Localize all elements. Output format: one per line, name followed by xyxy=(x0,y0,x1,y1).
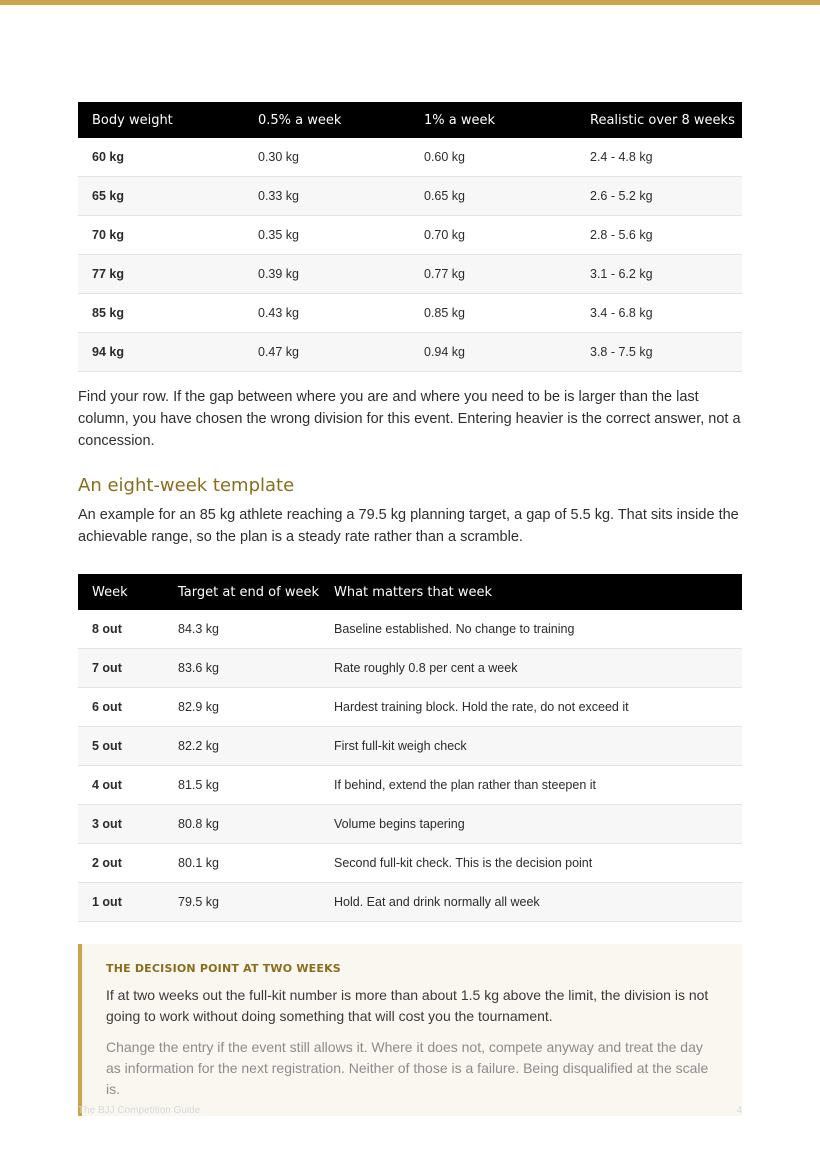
cell-half-percent: 0.33 kg xyxy=(244,177,410,216)
cell-target: 83.6 kg xyxy=(164,649,320,688)
table-row xyxy=(78,255,742,294)
table-header-row xyxy=(78,102,742,138)
cell-what-matters: Volume begins tapering xyxy=(320,805,742,844)
table-row xyxy=(78,766,742,805)
cell-week: 3 out xyxy=(78,805,164,844)
cell-one-percent: 0.85 kg xyxy=(410,294,576,333)
top-accent-bar xyxy=(0,0,820,5)
cell-body-weight: 85 kg xyxy=(78,294,244,333)
cell-target: 84.3 kg xyxy=(164,610,320,649)
example-paragraph: An example for an 85 kg athlete reaching a 79.5 kg planning target, a gap of 5.5 kg. That sits inside the achievable range, so the plan is a steady rate rather than a scramble. xyxy=(78,507,739,545)
cell-one-percent: 0.65 kg xyxy=(410,177,576,216)
table-row xyxy=(78,649,742,688)
table-row xyxy=(78,805,742,844)
header-half-percent: 0.5% a week xyxy=(244,102,410,138)
cell-what-matters: Baseline established. No change to training xyxy=(320,610,742,649)
header-what-matters: What matters that week xyxy=(320,574,742,610)
cell-target: 80.1 kg xyxy=(164,844,320,883)
cell-target: 79.5 kg xyxy=(164,883,320,922)
cell-realistic: 2.6 - 5.2 kg xyxy=(576,177,742,216)
table-row xyxy=(78,688,742,727)
cell-week: 1 out xyxy=(78,883,164,922)
cell-half-percent: 0.35 kg xyxy=(244,216,410,255)
cell-realistic: 3.8 - 7.5 kg xyxy=(576,333,742,372)
table-row xyxy=(78,138,742,177)
cell-week: 7 out xyxy=(78,649,164,688)
cell-what-matters: Hardest training block. Hold the rate, do not exceed it xyxy=(320,688,742,727)
cell-one-percent: 0.77 kg xyxy=(410,255,576,294)
section-heading: An eight-week template xyxy=(78,475,295,496)
cell-body-weight: 65 kg xyxy=(78,177,244,216)
cell-week: 8 out xyxy=(78,610,164,649)
cell-half-percent: 0.39 kg xyxy=(244,255,410,294)
table-row xyxy=(78,177,742,216)
cell-target: 81.5 kg xyxy=(164,766,320,805)
cell-realistic: 2.4 - 4.8 kg xyxy=(576,138,742,177)
cell-week: 4 out xyxy=(78,766,164,805)
cell-week: 2 out xyxy=(78,844,164,883)
cell-realistic: 2.8 - 5.6 kg xyxy=(576,216,742,255)
table-row xyxy=(78,883,742,922)
decision-point-callout xyxy=(78,944,742,1116)
cell-half-percent: 0.47 kg xyxy=(244,333,410,372)
cell-what-matters: Second full-kit check. This is the decision point xyxy=(320,844,742,883)
cell-half-percent: 0.30 kg xyxy=(244,138,410,177)
table-row xyxy=(78,610,742,649)
callout-title: THE DECISION POINT AT TWO WEEKS xyxy=(106,962,341,975)
footer-page-number: 4 xyxy=(736,1105,742,1116)
table-row xyxy=(78,294,742,333)
callout-paragraph-2: Change the entry if the event still allows it. Where it does not, compete anyway and treat the day as information for the next registration. Neither of those is a failure. Being disqualified at the scale is. xyxy=(106,1039,709,1097)
header-realistic: Realistic over 8 weeks xyxy=(576,102,742,138)
cell-realistic: 3.1 - 6.2 kg xyxy=(576,255,742,294)
cell-one-percent: 0.60 kg xyxy=(410,138,576,177)
find-your-row-paragraph: Find your row. If the gap between where you are and where you need to be is larger than the last column, you have chosen the wrong division for this event. Entering heavier is the correct answer, not a concession. xyxy=(78,389,741,449)
cell-week: 5 out xyxy=(78,727,164,766)
cell-half-percent: 0.43 kg xyxy=(244,294,410,333)
table-header-row xyxy=(78,574,742,610)
eight-week-template-table xyxy=(78,574,742,922)
weight-loss-rate-table xyxy=(78,102,742,372)
cell-what-matters: Rate roughly 0.8 per cent a week xyxy=(320,649,742,688)
header-week: Week xyxy=(78,574,164,610)
cell-what-matters: If behind, extend the plan rather than steepen it xyxy=(320,766,742,805)
table-row xyxy=(78,727,742,766)
table-row xyxy=(78,844,742,883)
callout-paragraph-1: If at two weeks out the full-kit number is more than about 1.5 kg above the limit, the division is not going to work without doing something that will cost you the tournament. xyxy=(106,987,709,1024)
cell-week: 6 out xyxy=(78,688,164,727)
header-target: Target at end of week xyxy=(164,574,320,610)
cell-body-weight: 77 kg xyxy=(78,255,244,294)
page-content xyxy=(78,102,742,1116)
cell-target: 82.2 kg xyxy=(164,727,320,766)
cell-body-weight: 94 kg xyxy=(78,333,244,372)
cell-what-matters: First full-kit weigh check xyxy=(320,727,742,766)
table-row xyxy=(78,216,742,255)
cell-target: 82.9 kg xyxy=(164,688,320,727)
cell-body-weight: 60 kg xyxy=(78,138,244,177)
cell-one-percent: 0.94 kg xyxy=(410,333,576,372)
table-row xyxy=(78,333,742,372)
cell-what-matters: Hold. Eat and drink normally all week xyxy=(320,883,742,922)
cell-target: 80.8 kg xyxy=(164,805,320,844)
cell-realistic: 3.4 - 6.8 kg xyxy=(576,294,742,333)
header-body-weight: Body weight xyxy=(78,102,244,138)
footer-guide-title: The BJJ Competition Guide xyxy=(78,1105,201,1116)
cell-body-weight: 70 kg xyxy=(78,216,244,255)
cell-one-percent: 0.70 kg xyxy=(410,216,576,255)
header-one-percent: 1% a week xyxy=(410,102,576,138)
